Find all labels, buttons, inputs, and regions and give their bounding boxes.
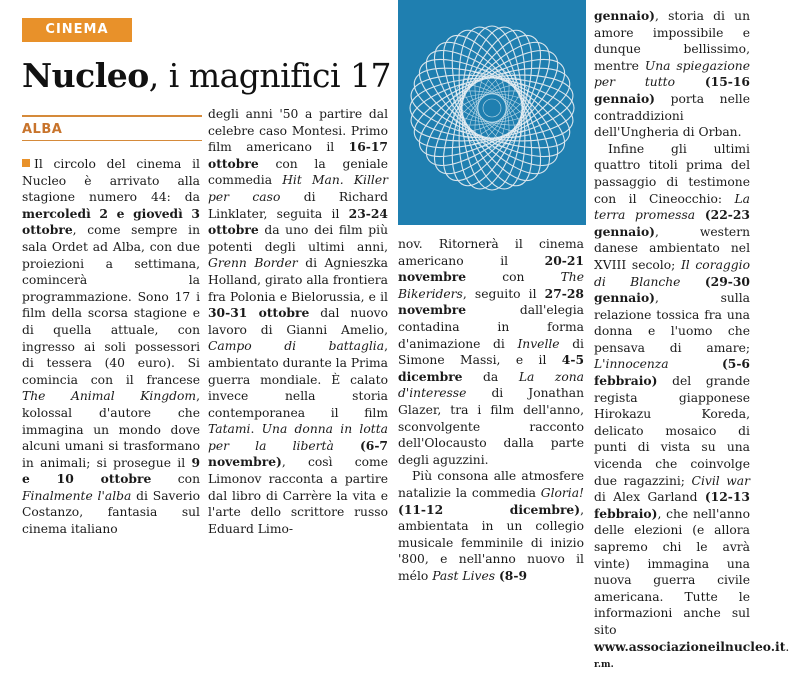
text-run: Infine gli ultimi quattro titoli prima del passaggio di testimone con il Cineocchio:: [594, 141, 750, 206]
text-run: 20-21 novembre: [398, 252, 584, 285]
text-run: 27-28 novembre: [398, 285, 584, 318]
text-run: (29-30 gennaio): [594, 273, 750, 306]
text-run: mercoledì 2 e giovedì 3 ottobre: [22, 205, 200, 238]
text-run: dal nuovo lavoro di Gianni Amelio,: [208, 306, 389, 337]
text-run: Tatami: [208, 422, 251, 437]
text-run: (12-13 febbraio): [594, 489, 750, 521]
paragraph: [22, 156, 200, 538]
text-run: di Jonathan Glazer, tra i film dell'anno, sconvolgente racconto dell'Olocausto dalla parte degli aguzzini.: [398, 386, 584, 467]
text-run: con: [151, 472, 200, 487]
text-run: .: [250, 422, 262, 437]
text-run: Invelle: [517, 336, 560, 351]
divider-top: [22, 115, 202, 117]
text-run: , ambientata in un collegio musicale femminile di inizio '800, e nell'anno nuovo il mélo: [398, 502, 584, 583]
text-run: Past Lives: [432, 568, 496, 583]
column-1: [22, 156, 200, 538]
text-run: gennaio): [594, 8, 655, 23]
section-tag: CINEMA: [22, 18, 132, 42]
text-run: (8-9: [498, 567, 528, 583]
text-run: di Simone Massi, e il: [398, 336, 584, 368]
text-run: The Animal Kingdom: [22, 389, 197, 404]
text-run: (15-16 gennaio): [594, 74, 750, 106]
article-title: [22, 56, 391, 96]
text-run: (5-6 febbraio): [594, 356, 750, 389]
text-run: (6-7 novembre): [208, 437, 388, 470]
text-run: da: [462, 369, 519, 384]
column-2: [208, 106, 388, 537]
text-run: 16-17 ottobre: [208, 139, 388, 171]
text-run: .: [785, 639, 789, 654]
text-run: www.associazioneilnucleo.it: [594, 638, 786, 654]
text-run: di Richard Linklater, seguita il: [208, 189, 388, 221]
text-run: Il coraggio di Blanche: [594, 257, 750, 289]
text-run: da uno dei film più potenti degli ultimi anni,: [208, 223, 388, 254]
text-run: Civil war: [691, 473, 750, 488]
text-run: [675, 75, 705, 89]
text-run: , kolossal d'autore che immagina un mondo dove alcuni umani si trasformano in animali; si prosegue il: [22, 389, 200, 470]
author-signature: r.m.: [594, 660, 614, 671]
paragraph: [594, 141, 789, 674]
text-run: 23-24 ottobre: [208, 205, 388, 238]
text-run: , che nell'anno delle elezioni (e allora sapremo chi le avrà vinte) immagina una nuova guerra civile americana. Tutte le informazioni anche sul sito: [594, 506, 750, 637]
text-run: La terra promessa: [594, 191, 750, 223]
text-run: , così come Limonov racconta a partire dal libro di Carrère la vita e l'arte dello scrittore russo Eduard Limo-: [208, 455, 388, 536]
text-run: , seguito il: [462, 286, 545, 301]
paragraph: [398, 236, 584, 468]
text-run: The Bikeriders: [398, 270, 584, 301]
text-run: nov. Ritornerà il cinema americano il: [398, 237, 584, 268]
title-rest: , i magnifici 17: [148, 56, 392, 95]
text-run: L'innocenza: [594, 357, 669, 372]
paragraph: [398, 468, 584, 584]
text-run: porta nelle contraddizioni dell'Ungheria di Orban.: [594, 91, 750, 140]
divider-bottom: [22, 140, 202, 141]
text-run: Grenn Border: [208, 256, 298, 271]
text-run: degli anni '50 a partire dal celebre caso Montesi. Primo film americano il: [208, 107, 388, 155]
dateline-place: ALBA: [22, 122, 63, 137]
text-run: di Alex Garland: [594, 490, 705, 505]
text-run: , storia di un amore impossibile e dunque bellissimo, mentre: [594, 9, 750, 73]
text-run: Finalmente l'alba: [22, 488, 132, 503]
text-run: (22-23 gennaio): [594, 207, 750, 239]
column-3: [398, 236, 584, 584]
text-run: [334, 439, 360, 453]
text-run: Hit Man. Killer per caso: [208, 173, 388, 204]
text-run: (11-12 dicembre): [398, 501, 581, 517]
text-run: Una donna in lotta per la libertà: [208, 422, 388, 453]
paragraph: [594, 8, 750, 141]
text-run: del grande regista giapponese Hirokazu Koreda, delicato mosaico di punti di vista su una vicenda che coinvolge due ragazzini;: [594, 374, 750, 488]
text-run: 30-31 ottobre: [208, 305, 310, 321]
text-run: , come sempre in sala Ordet ad Alba, con due proiezioni a settimana, comincerà la programmazione. Sono 17 i film della scorsa stagione e di quella attuale, con ingresso ai soli possessori di tessera (40 euro). Si comincia con il francese: [22, 223, 200, 387]
bullet-square-icon: [22, 159, 30, 167]
text-run: con: [466, 270, 561, 285]
text-run: 4-5 dicembre: [398, 352, 584, 384]
text-run: di Saverio Costanzo, fantasia sul cinema italiano: [22, 488, 200, 537]
paragraph: [208, 106, 388, 537]
text-run: Una spiegazione per tutto: [594, 58, 750, 90]
text-run: di Agnieszka Holland, girato alla frontiera fra Polonia e Bielorussia, e il: [208, 256, 388, 304]
text-run: [695, 208, 705, 222]
text-run: La zona d'interesse: [398, 369, 584, 401]
text-run: , sulla relazione tossica fra una donna e l'uomo che pensava di amare;: [594, 291, 750, 355]
column-4: [594, 8, 789, 674]
text-run: con la geniale commedia: [208, 156, 388, 188]
text-run: , ambientato durante la Prima guerra mondiale. È calato invece nella storia contemporanea il film: [208, 339, 388, 420]
text-run: Più consona alle atmosfere natalizie la commedia: [398, 469, 584, 500]
text-run: dall'elegia contadina in forma d'animazione di: [398, 303, 584, 351]
spirograph-image: [398, 0, 586, 225]
text-run: , western danese ambientato nel XVIII secolo;: [594, 224, 750, 272]
text-run: Gloria!: [540, 485, 584, 500]
text-run: Il circolo del cinema il Nucleo è arrivato alla stagione numero 44: da: [22, 157, 200, 205]
text-run: [680, 275, 704, 289]
text-run: Campo di battaglia: [208, 339, 385, 354]
decorative-illustration: [398, 0, 586, 225]
title-bold: Nucleo: [22, 56, 149, 95]
text-run: 9 e 10 ottobre: [22, 454, 200, 487]
text-run: [669, 357, 722, 371]
